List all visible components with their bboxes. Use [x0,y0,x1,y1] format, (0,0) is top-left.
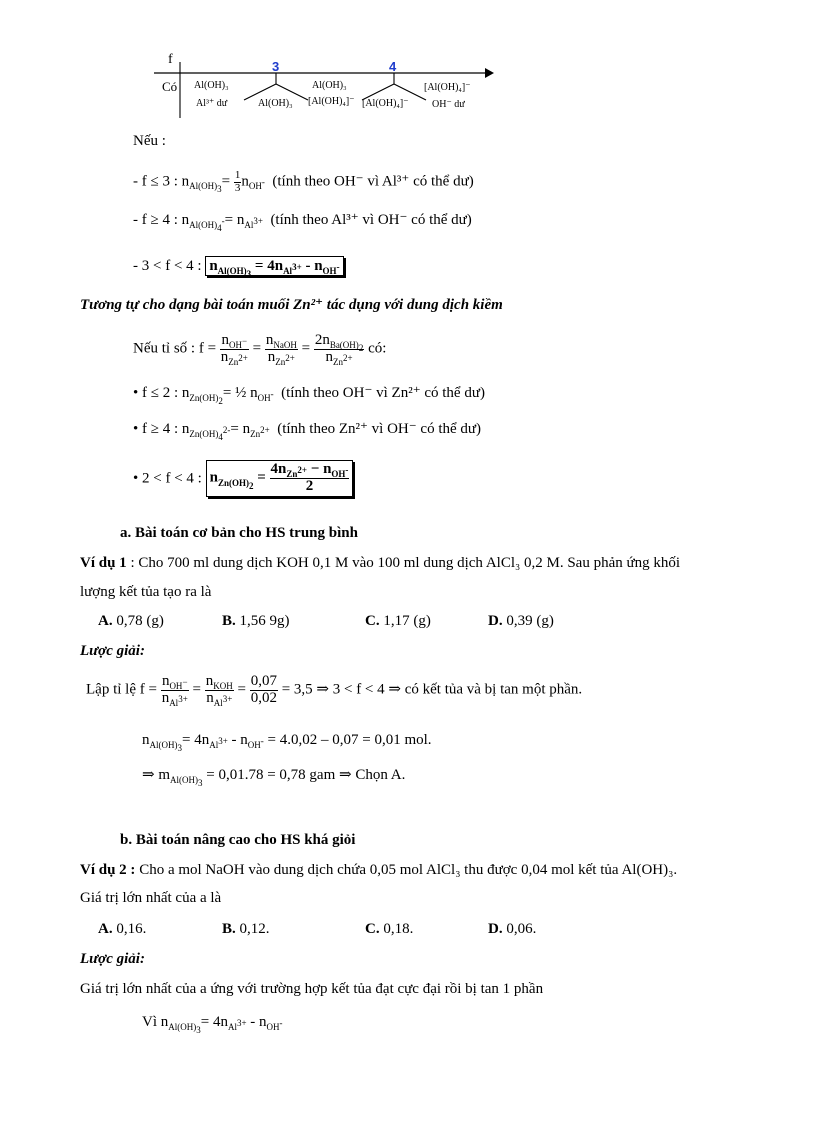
al-case-3: - 3 < f < 4 : $n_{Al(OH)_3} = 4n_{Al^{3+}} - n_{OH^-}$ [133,257,344,275]
ex2-sol1: Giá trị lớn nhất của a ứng với trường hợp kết tủa đạt cực đại rồi bị tan 1 phần [80,981,544,997]
ex1-option-d: D. 0,39 (g) [488,613,554,629]
ex1-line2: lượng kết tủa tạo ra là [80,584,212,600]
ex1-sol1: Lập tỉ lệ f = $\frac{n_{OH^-}}{n_{Al^{3+}}}$ = $\frac{n_{KOH}}{n_{Al^{3+}}}$ = $\frac{0,07}{0,02}$ = 3,5 ⇒ 3 < f < 4 ⇒ có kết tủa và bị tan một phần. [86,673,583,708]
region4: [Al(OH)₄]⁻ [362,98,409,109]
ex2-option-a: A. 0,16. [98,921,147,937]
ex1-option-c: C. 1,17 (g) [365,613,431,629]
al-formula-box: $n_{Al(OH)_3} = 4n_{Al^{3+}} - n_{OH^-}$ [205,256,343,276]
ex1-option-a: A. 0,78 (g) [98,613,164,629]
zn-formula-box: $n_{Zn(OH)_2}$ = $\frac{4n_{Zn^{2+}} - n_{OH^-}}{2}$ [206,460,354,497]
ex1-sol2: $n_{Al(OH)_3}= 4n_{Al^{3+}} - n_{OH^-} = 4.0,02 - 0,07 = 0,01$ mol. [142,732,432,753]
region2: Al(OH)₃ [258,98,293,109]
zn-heading: Tương tự cho dạng bài toán muối Zn²⁺ tác dụng với dung dịch kiềm [80,297,503,313]
ex1-luoc-giai: Lược giải: [80,643,145,659]
region1-b: Al³⁺ dư [196,98,228,109]
ex2-line2: Giá trị lớn nhất của a là [80,890,222,906]
ex2-option-d: D. 0,06. [488,921,537,937]
zn-case-1: • f ≤ 2 : $n_{Zn(OH)_2}=$ ½ $n_{OH^-}$ (tính theo OH⁻ vì Zn²⁺ có thể dư) [133,385,485,406]
al-case-1: - f ≤ 3 : $n_{Al(OH)_3}=$ $\frac{1}{3}$ $n_{OH^-}$ (tính theo OH⁻ vì Al³⁺ có thể dư) [133,169,474,195]
region3-a: Al(OH)₃ [312,80,347,91]
ex2-luoc-giai: Lược giải: [80,951,145,967]
zn-case-2: • f ≥ 4 : $n_{Zn(OH)_4^{2-}}= n_{Zn^{2+}}$ (tính theo Zn²⁺ vì OH⁻ có thể dư) [133,421,482,442]
ex2-option-b: B. 0,12. [222,921,270,937]
section-b-heading: b. Bài toán nâng cao cho HS khá giỏi [120,832,356,848]
mark-4: 4 [389,59,397,74]
region5-a: [Al(OH)₄]⁻ [424,82,471,93]
region1-a: Al(OH)₃ [194,80,229,91]
ex1-option-b: B. 1,56 9g) [222,613,290,629]
al-case-2: - f ≥ 4 : $n_{Al(OH)_4^-}= n_{Al^{3+}}$ (tính theo Al³⁺ vì OH⁻ có thể dư) [133,212,472,233]
ex1-sol3: ⇒ $m_{Al(OH)_3} = 0,01.78 = 0,78$ gam ⇒ Chọn A. [142,767,406,788]
zn-ratio: Nếu tỉ số : f = $\frac{n_{OH^-}}{n_{Zn^{2+}}}$ = $\frac{n_{NaOH}}{n_{Zn^{2+}}}$ = $\frac{2n_{Ba(OH)_2}}{n_{Zn^{2+}}}$ có: [133,332,387,367]
ex2-option-c: C. 0,18. [365,921,414,937]
ex2-line1: Ví dụ 2 : Cho a mol NaOH vào dung dịch chứa 0,05 mol AlCl₃ thu được 0,04 mol kết tủa Al(OH)₃. [80,862,678,878]
ex1-line1: Ví dụ 1 : Cho 700 ml dung dịch KOH 0,1 M vào 100 ml dung dịch AlCl₃ 0,2 M. Sau phản ứng khối [80,555,681,571]
zn-case-3: • 2 < f < 4 : $n_{Zn(OH)_2}$ = $\frac{4n_{Zn^{2+}} - n_{OH^-}}{2}$ [133,460,353,497]
co-label: Có [162,79,178,94]
mark-3: 3 [272,59,280,74]
neu-label: Nếu : [133,133,166,149]
ex2-sol2: Vì $n_{Al(OH)_3}= 4n_{Al^{3+}} - n_{OH^-}$ [142,1014,283,1035]
section-a-heading: a. Bài toán cơ bản cho HS trung bình [120,525,358,541]
f-label: f [168,52,173,67]
region5-b: OH⁻ dư [432,99,465,110]
region3-b: [Al(OH)₄]⁻ [308,96,355,107]
